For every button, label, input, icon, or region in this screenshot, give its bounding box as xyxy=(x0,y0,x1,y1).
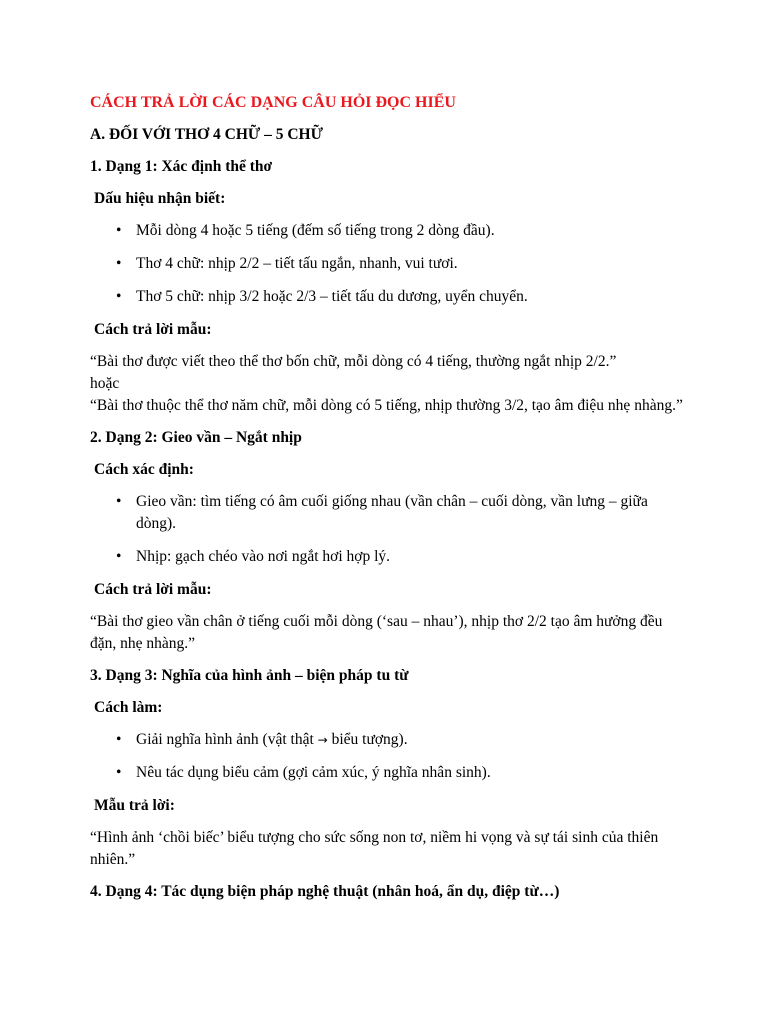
dang2-answer-label: Cách trả lời mẫu: xyxy=(94,581,212,598)
list-item: • Gieo vần: tìm tiếng có âm cuối giống nhau (vần chân – cuối dòng, vần lưng – giữa dòng). xyxy=(116,493,648,532)
bullet-icon: • xyxy=(116,764,122,781)
list-item: • Nhịp: gạch chéo vào nơi ngắt hơi hợp lý. xyxy=(90,546,690,568)
dang3-method-label: Cách làm: xyxy=(94,699,163,716)
answer-or: hoặc xyxy=(90,375,120,392)
dang1-answer xyxy=(90,351,690,417)
bullet-icon: • xyxy=(116,222,122,239)
dang3-heading: 3. Dạng 3: Nghĩa của hình ảnh – biện pháp tu từ xyxy=(90,667,409,684)
dang2-method-label: Cách xác định: xyxy=(94,461,194,478)
bullet-icon: • xyxy=(116,731,122,748)
dang2-bullet-list xyxy=(90,491,690,568)
dang1-heading: 1. Dạng 1: Xác định thể thơ xyxy=(90,158,273,175)
list-item: • Nêu tác dụng biểu cảm (gợi cảm xúc, ý nghĩa nhân sinh). xyxy=(90,762,690,784)
answer-line: “Bài thơ được viết theo thể thơ bốn chữ, mỗi dòng có 4 tiếng, thường ngắt nhịp 2/2.” xyxy=(90,353,617,370)
bullet-icon: • xyxy=(116,493,122,510)
dang4-heading: 4. Dạng 4: Tác dụng biện pháp nghệ thuật (nhân hoá, ẩn dụ, điệp từ…) xyxy=(90,883,560,900)
dang3-answer: “Hình ảnh ‘chồi biếc’ biểu tượng cho sức sống non tơ, niềm hi vọng và sự tái sinh của thiên nhiên.” xyxy=(90,829,659,868)
list-item: • Thơ 5 chữ: nhịp 3/2 hoặc 2/3 – tiết tấu du dương, uyển chuyển. xyxy=(90,286,690,308)
dang1-answer-label: Cách trả lời mẫu: xyxy=(94,321,212,338)
list-item: • Giải nghĩa hình ảnh (vật thật → biểu tượng). xyxy=(90,729,690,751)
dang3-answer-label: Mẫu trả lời: xyxy=(94,797,175,814)
dang2-answer: “Bài thơ gieo vần chân ở tiếng cuối mỗi dòng (‘sau – nhau’), nhịp thơ 2/2 tạo âm hưởng đều đặn, nhẹ nhàng.” xyxy=(90,613,663,652)
dang2-heading: 2. Dạng 2: Gieo vần – Ngắt nhịp xyxy=(90,429,302,446)
document-title: CÁCH TRẢ LỜI CÁC DẠNG CÂU HỎI ĐỌC HIỂU xyxy=(90,94,456,111)
answer-line: “Bài thơ thuộc thể thơ năm chữ, mỗi dòng có 5 tiếng, nhịp thường 3/2, tạo âm điệu nhẹ nhàng.” xyxy=(90,397,683,414)
list-item: • Mỗi dòng 4 hoặc 5 tiếng (đếm số tiếng trong 2 dòng đầu). xyxy=(90,220,690,242)
dang1-bullet-list xyxy=(90,220,690,308)
bullet-icon: • xyxy=(116,548,122,565)
arrow-right-icon: → xyxy=(317,733,328,747)
document-page xyxy=(90,92,690,913)
dang1-sign-label: Dấu hiệu nhận biết: xyxy=(94,190,226,207)
section-a-heading: A. ĐỐI VỚI THƠ 4 CHỮ – 5 CHỮ xyxy=(90,126,323,143)
bullet-icon: • xyxy=(116,288,122,305)
dang3-bullet-list xyxy=(90,729,690,784)
bullet-icon: • xyxy=(116,255,122,272)
list-item: • Thơ 4 chữ: nhịp 2/2 – tiết tấu ngắn, nhanh, vui tươi. xyxy=(90,253,690,275)
